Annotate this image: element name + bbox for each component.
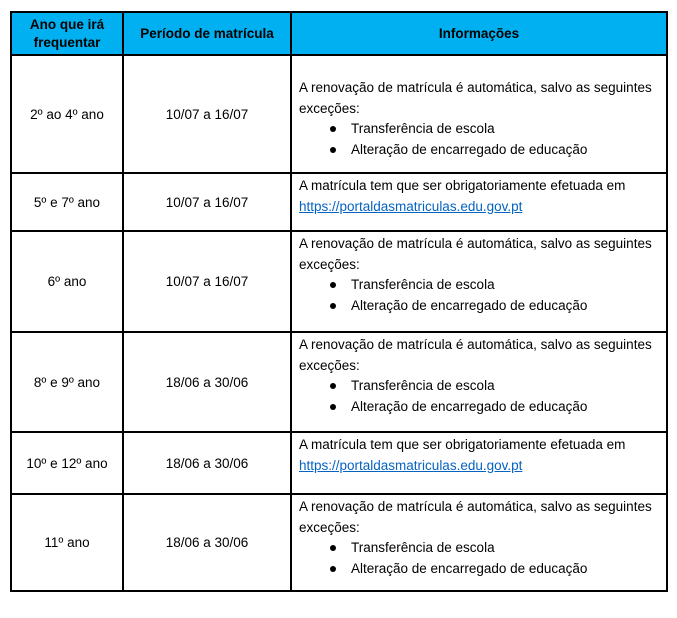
exceptions-list <box>299 538 659 579</box>
ano-cell: 10º e 12º ano <box>11 432 123 494</box>
list-item: Alteração de encarregado de educação <box>299 397 659 418</box>
header-row <box>11 12 667 55</box>
ano-cell: 6º ano <box>11 231 123 332</box>
info-cell <box>291 55 667 173</box>
exceptions-list <box>299 275 659 316</box>
periodo-cell: 18/06 a 30/06 <box>123 494 291 591</box>
info-cell <box>291 494 667 591</box>
list-item: Transferência de escola <box>299 376 659 397</box>
ano-cell: 11º ano <box>11 494 123 591</box>
table-row <box>11 55 667 173</box>
info-text: A renovação de matrícula é automática, salvo as seguintes exceções: <box>299 236 652 272</box>
portal-link[interactable]: https://portaldasmatriculas.edu.gov.pt <box>299 198 523 214</box>
info-text: A renovação de matrícula é automática, salvo as seguintes exceções: <box>299 337 652 373</box>
table-row <box>11 173 667 231</box>
list-item: Alteração de encarregado de educação <box>299 296 659 317</box>
table-row <box>11 432 667 494</box>
table-row <box>11 231 667 332</box>
periodo-cell: 10/07 a 16/07 <box>123 231 291 332</box>
ano-cell: 8º e 9º ano <box>11 332 123 432</box>
info-cell <box>291 432 667 494</box>
list-item: Transferência de escola <box>299 275 659 296</box>
list-item: Transferência de escola <box>299 538 659 559</box>
info-cell <box>291 332 667 432</box>
list-item: Alteração de encarregado de educação <box>299 140 659 161</box>
info-text: A matrícula tem que ser obrigatoriamente efetuada em <box>299 437 626 452</box>
info-text: A renovação de matrícula é automática, salvo as seguintes exceções: <box>299 80 652 116</box>
exceptions-list <box>299 119 659 160</box>
header-periodo: Período de matrícula <box>123 12 291 55</box>
table-row <box>11 494 667 591</box>
list-item: Transferência de escola <box>299 119 659 140</box>
ano-cell: 2º ao 4º ano <box>11 55 123 173</box>
periodo-cell: 10/07 a 16/07 <box>123 173 291 231</box>
matriculas-table <box>10 11 668 592</box>
table-row <box>11 332 667 432</box>
header-informacoes: Informações <box>291 12 667 55</box>
exceptions-list <box>299 376 659 417</box>
periodo-cell: 18/06 a 30/06 <box>123 332 291 432</box>
info-text: A matrícula tem que ser obrigatoriamente efetuada em <box>299 178 626 193</box>
info-text: A renovação de matrícula é automática, salvo as seguintes exceções: <box>299 499 652 535</box>
periodo-cell: 10/07 a 16/07 <box>123 55 291 173</box>
info-cell <box>291 173 667 231</box>
info-cell <box>291 231 667 332</box>
header-ano: Ano que irá frequentar <box>11 12 123 55</box>
periodo-cell: 18/06 a 30/06 <box>123 432 291 494</box>
portal-link[interactable]: https://portaldasmatriculas.edu.gov.pt <box>299 457 523 473</box>
list-item: Alteração de encarregado de educação <box>299 559 659 580</box>
ano-cell: 5º e 7º ano <box>11 173 123 231</box>
